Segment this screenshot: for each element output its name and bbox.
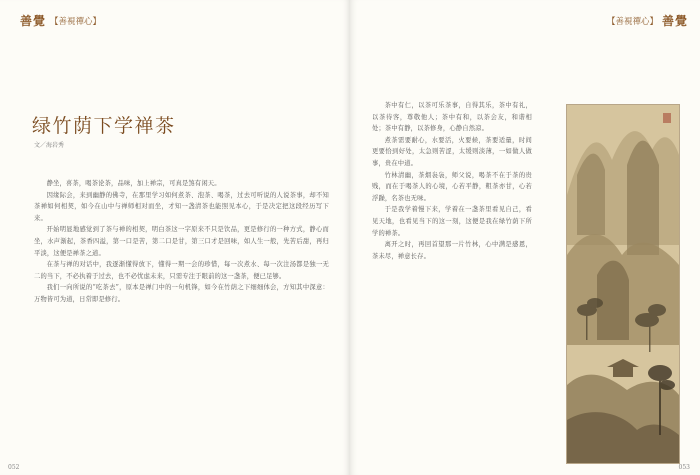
paragraph: 竹林清幽，茶烟袅袅，师父说，喝茶不在于茶的贵贱，而在于喝茶人的心境，心若平静，粗茶亦甘，心若浮躁，名茶也无味。	[372, 171, 532, 202]
right-page	[350, 0, 700, 475]
right-page-header	[607, 12, 688, 29]
landscape-painting	[566, 104, 680, 464]
paragraph: 于是我学着慢下来，学着在一盏茶里看见自己，看见天地，也看见当下的这一刻，这便是我在绿竹荫下所学的禅茶。	[372, 206, 532, 237]
magazine-logo: 善覺	[20, 14, 47, 28]
paragraph: 因缘际会，来到幽静的佛寺，在那里学习如何煮茶、泡茶、喝茶，过去可听说的人说茶事，却不知茶禅如何相契，如今在山中与禅师相对而坐，才知一盏清茶也能照见本心，于是决定把这段经历写下来。	[34, 191, 329, 222]
left-page-header	[20, 12, 101, 29]
left-body-text	[34, 178, 329, 306]
right-body-text	[372, 100, 532, 262]
section-tag: 【善視禪心】	[50, 16, 102, 27]
paragraph: 茶中有仁，以茶可乐茶事，自得其乐，茶中有礼，以茶待客，尊敬他人；茶中有和，以茶会友，和谐相处；茶中有静，以茶修身，心静自然凉。	[372, 102, 532, 133]
paragraph: 离开之时，再回首望那一片竹林，心中满是感恩，茶未尽，禅意长存。	[372, 241, 532, 260]
paragraph: 静坐，喜茶，喝茶论茶，品味，加上禅宗，可真是煞有闲天。	[46, 180, 221, 187]
paragraph: 开始明显地感觉到了茶与禅的相契，明白茶这一字原来不只是饮品，更是修行的一种方式，静心而坐，水声渐起，茶香四溢，第一口是苦，第二口是甘，第三口才是回味，如人生一般，先苦后甜，再归平淡，这便是禅茶之道。	[34, 226, 329, 257]
article-byline: 文／海岩秀	[34, 142, 65, 149]
article-title: 绿竹荫下学禅茶	[32, 115, 176, 137]
paragraph: 煮茶需要耐心，水要活，火要候，茶要适量，时间更要恰到好处，太急则苦涩，太缓则淡薄，一如做人做事，贵在中道。	[372, 136, 532, 167]
magazine-logo: 善覺	[661, 14, 688, 28]
page-number: 052	[8, 464, 20, 471]
section-tag: 【善視禪心】	[606, 16, 658, 27]
landscape-painting-art	[567, 105, 679, 463]
paragraph: 我们一向所说的“吃茶去”，原本是禅门中的一句机锋，如今在竹荫之下细细体会，方知其中深意：万物皆可为道，日常即是修行。	[34, 284, 329, 303]
page-number: 053	[678, 464, 690, 471]
paragraph: 在茶与禅的对话中，我逐渐懂得放下，懂得一期一会的珍惜，每一次煮水、每一次注汤都是独一无二的当下，不必执着于过去，也不必忧虑未来，只需专注于眼前的这一盏茶，便已足够。	[34, 261, 329, 280]
